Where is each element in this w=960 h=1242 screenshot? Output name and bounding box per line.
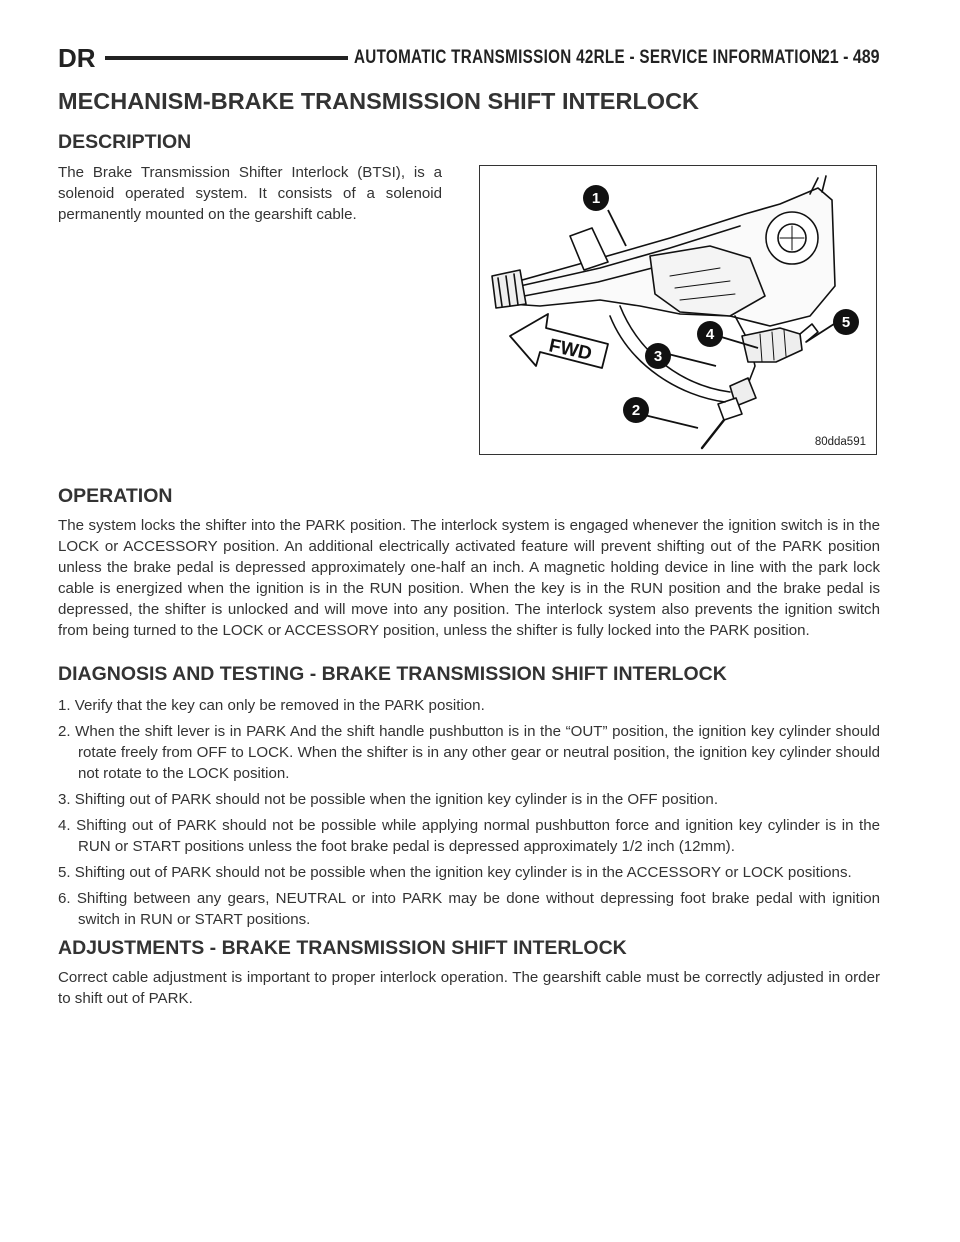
- operation-text: The system locks the shifter into the PARK position. The interlock system is engaged whenever the ignition switch is in the LOCK or ACCESSORY position. An additional electrically activated feature will prevent shifting out of the PARK position unless the brake pedal is depressed approximately one-half an inch. A magnetic holding device in line with the park lock cable is energized when the ignition is in the RUN position. When the key is in the RUN position and the brake pedal is depressed, the shifter is unlocked and will move into any position. The interlock system also prevents the ignition switch from being turned to the LOCK or ACCESSORY position, unless the shifter is fully locked into the PARK position.: [58, 517, 880, 639]
- header-title: AUTOMATIC TRANSMISSION 42RLE - SERVICE INFORMATION: [354, 46, 823, 68]
- callout-2: 2: [631, 402, 641, 419]
- figure-id: 80dda591: [814, 436, 866, 448]
- diagnosis-item: 2. When the shift lever is in PARK And the shift handle pushbutton is in the “OUT” position, the ignition key cylinder should rotate freely from OFF to LOCK. When the shifter is in any other gear or neutral position, the ignition key cylinder should not rotate to the LOCK position.: [58, 723, 880, 782]
- diagnosis-item: 6. Shifting between any gears, NEUTRAL or into PARK may be done without depressing foot brake pedal with ignition switch in RUN or START positions.: [58, 890, 880, 928]
- diagnosis-item: 3. Shifting out of PARK should not be possible when the ignition key cylinder is in the OFF position.: [58, 791, 719, 808]
- adjustments-section: [58, 967, 880, 1009]
- description-section: [58, 162, 442, 225]
- page-number: 21 - 489: [821, 46, 880, 68]
- diagnosis-item: 4. Shifting out of PARK should not be possible while applying normal pushbutton force and ignition key cylinder is in the RUN or START positions unless the foot brake pedal is depressed approximately 1/2 inch (12mm).: [58, 817, 880, 855]
- callout-1: 1: [591, 190, 601, 207]
- diagnosis-list: [58, 695, 880, 935]
- header-rule: [105, 56, 348, 60]
- section-code: DR: [58, 43, 96, 73]
- callout-5: 5: [841, 314, 851, 331]
- diagnosis-heading: DIAGNOSIS AND TESTING - BRAKE TRANSMISSION SHIFT INTERLOCK: [58, 663, 727, 685]
- description-heading: DESCRIPTION: [58, 131, 192, 153]
- diagnosis-item: 1. Verify that the key can only be removed in the PARK position.: [58, 697, 485, 714]
- callout-3: 3: [653, 348, 663, 365]
- diagnosis-item: 5. Shifting out of PARK should not be possible when the ignition key cylinder is in the ACCESSORY or LOCK positions.: [58, 864, 852, 881]
- callout-4: 4: [705, 326, 715, 343]
- page-header: [58, 43, 880, 73]
- steering-column-illustration: [479, 165, 877, 455]
- adjustments-text: Correct cable adjustment is important to proper interlock operation. The gearshift cable must be correctly adjusted in order to shift out of PARK.: [58, 969, 880, 1007]
- shifter-interlock-drawing: [480, 166, 877, 455]
- fwd-label: FWD: [546, 335, 594, 365]
- page-title: MECHANISM-BRAKE TRANSMISSION SHIFT INTERLOCK: [58, 88, 700, 114]
- adjustments-heading: ADJUSTMENTS - BRAKE TRANSMISSION SHIFT INTERLOCK: [58, 937, 627, 959]
- description-text: The Brake Transmission Shifter Interlock (BTSI), is a solenoid operated system. It consists of a solenoid permanently mounted on the gearshift cable.: [58, 164, 442, 223]
- operation-heading: OPERATION: [58, 485, 173, 507]
- operation-section: [58, 515, 880, 641]
